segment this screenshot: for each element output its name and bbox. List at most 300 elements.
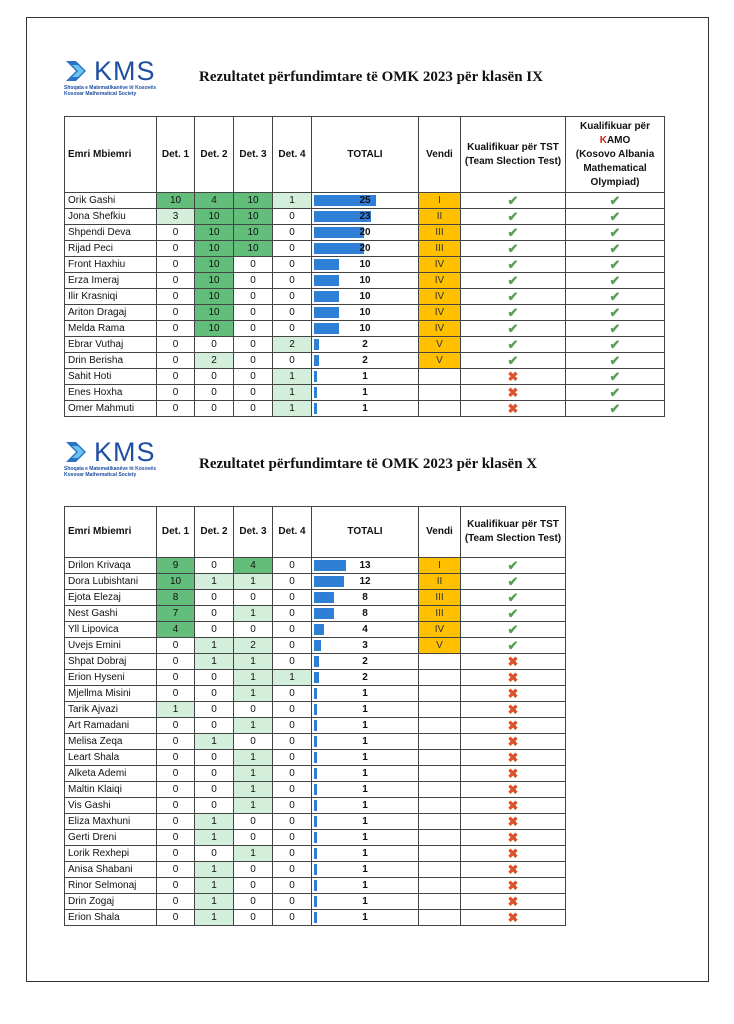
score-det4: 0 — [273, 606, 312, 622]
kamo-header-line4: Mathematical — [583, 162, 647, 174]
table-row — [65, 622, 566, 638]
score-det3: 0 — [234, 337, 273, 353]
score-det2: 10 — [195, 257, 234, 273]
total-value: 1 — [362, 767, 368, 779]
check-icon: ✔ — [609, 192, 621, 208]
table-row — [65, 241, 665, 257]
score-det1: 0 — [157, 225, 195, 241]
score-det1: 0 — [157, 846, 195, 862]
score-det2: 1 — [195, 862, 234, 878]
place-cell: IV — [419, 622, 461, 638]
score-det3: 1 — [234, 686, 273, 702]
tst-qualified-cell — [461, 558, 566, 574]
student-name: Uvejs Emini — [65, 638, 157, 654]
student-name: Ariton Dragaj — [65, 305, 157, 321]
student-name: Rinor Selmonaj — [65, 878, 157, 894]
cross-icon: ✖ — [507, 669, 519, 685]
tst-qualified-cell — [461, 894, 566, 910]
tst-qualified-cell — [461, 654, 566, 670]
place-cell — [419, 385, 461, 401]
score-det2: 10 — [195, 321, 234, 337]
tst-qualified-cell — [461, 766, 566, 782]
student-name: Gerti Dreni — [65, 830, 157, 846]
place-cell: V — [419, 638, 461, 654]
score-det3: 10 — [234, 193, 273, 209]
tst-qualified-cell — [461, 574, 566, 590]
student-name: Ebrar Vuthaj — [65, 337, 157, 353]
score-det4: 0 — [273, 894, 312, 910]
table-row — [65, 257, 665, 273]
total-cell — [312, 289, 419, 305]
score-det3: 0 — [234, 353, 273, 369]
total-value: 2 — [362, 671, 368, 683]
score-det2: 0 — [195, 718, 234, 734]
score-det2: 0 — [195, 590, 234, 606]
kamo-qualified-cell — [566, 225, 665, 241]
score-det4: 1 — [273, 401, 312, 417]
table-row — [65, 558, 566, 574]
student-name: Erion Shala — [65, 910, 157, 926]
table-row — [65, 670, 566, 686]
check-icon: ✔ — [609, 288, 621, 304]
logo-subtitle-en: Kosovar Mathematical Society — [64, 91, 137, 97]
check-icon: ✔ — [507, 557, 519, 573]
tst-qualified-cell — [461, 385, 566, 401]
score-det3: 1 — [234, 782, 273, 798]
tst-header-line1: Kualifikuar për TST — [467, 519, 559, 530]
place-cell — [419, 766, 461, 782]
score-det2: 0 — [195, 766, 234, 782]
total-cell — [312, 846, 419, 862]
total-value: 8 — [362, 591, 368, 603]
cross-icon: ✖ — [507, 733, 519, 749]
place-cell — [419, 798, 461, 814]
total-cell — [312, 654, 419, 670]
total-value: 3 — [362, 639, 368, 651]
col-header-total: TOTALI — [312, 117, 419, 193]
total-cell — [312, 830, 419, 846]
student-name: Nest Gashi — [65, 606, 157, 622]
score-det2: 0 — [195, 337, 234, 353]
total-cell — [312, 782, 419, 798]
total-cell — [312, 910, 419, 926]
score-det3: 1 — [234, 766, 273, 782]
place-cell: III — [419, 590, 461, 606]
kms-logo-2 — [64, 438, 184, 484]
check-icon: ✔ — [507, 192, 519, 208]
score-det1: 3 — [157, 209, 195, 225]
score-det1: 0 — [157, 369, 195, 385]
col-header-det3: Det. 3 — [234, 507, 273, 558]
cross-icon: ✖ — [507, 368, 519, 384]
total-cell — [312, 750, 419, 766]
score-det2: 2 — [195, 353, 234, 369]
score-det3: 0 — [234, 830, 273, 846]
score-det3: 0 — [234, 385, 273, 401]
score-det4: 0 — [273, 257, 312, 273]
logo-subtitle-sq: Shoqata e Matematikanëve të Kosovës — [64, 466, 156, 472]
score-det4: 0 — [273, 798, 312, 814]
score-det1: 0 — [157, 257, 195, 273]
check-icon: ✔ — [609, 336, 621, 352]
col-header-name: Emri Mbiemri — [65, 117, 157, 193]
table-row — [65, 401, 665, 417]
score-det1: 0 — [157, 353, 195, 369]
score-det2: 1 — [195, 814, 234, 830]
student-name: Lorik Rexhepi — [65, 846, 157, 862]
title-class-ix: Rezultatet përfundimtare të OMK 2023 për klasën IX — [199, 69, 543, 85]
score-det2: 0 — [195, 558, 234, 574]
tst-qualified-cell — [461, 369, 566, 385]
total-value: 10 — [359, 322, 371, 334]
score-det1: 0 — [157, 273, 195, 289]
score-det2: 10 — [195, 305, 234, 321]
total-value: 20 — [359, 226, 371, 238]
cross-icon: ✖ — [507, 749, 519, 765]
place-cell: I — [419, 193, 461, 209]
score-det1: 0 — [157, 638, 195, 654]
kamo-header-line2 — [566, 134, 664, 148]
col-header-place: Vendi — [419, 117, 461, 193]
tst-header-line1: Kualifikuar për TST — [467, 141, 559, 153]
student-name: Mjellma Misini — [65, 686, 157, 702]
score-det2: 0 — [195, 622, 234, 638]
student-name: Maltin Klaiqi — [65, 782, 157, 798]
total-value: 1 — [362, 783, 368, 795]
score-det4: 0 — [273, 814, 312, 830]
score-det4: 0 — [273, 353, 312, 369]
tst-qualified-cell — [461, 878, 566, 894]
total-cell — [312, 353, 419, 369]
score-det3: 1 — [234, 718, 273, 734]
table-row — [65, 910, 566, 926]
tst-qualified-cell — [461, 782, 566, 798]
total-cell — [312, 209, 419, 225]
student-name: Vis Gashi — [65, 798, 157, 814]
col-header-det3: Det. 3 — [234, 117, 273, 193]
check-icon: ✔ — [609, 208, 621, 224]
table-row — [65, 798, 566, 814]
score-det3: 2 — [234, 638, 273, 654]
student-name: Front Haxhiu — [65, 257, 157, 273]
score-det1: 0 — [157, 686, 195, 702]
results-table-x — [64, 506, 566, 926]
tst-qualified-cell — [461, 798, 566, 814]
kamo-qualified-cell — [566, 257, 665, 273]
check-icon: ✔ — [609, 304, 621, 320]
table-row — [65, 193, 665, 209]
score-det2: 0 — [195, 606, 234, 622]
kamo-header-line5: Olympiad) — [590, 176, 640, 188]
total-cell — [312, 337, 419, 353]
total-value: 1 — [362, 719, 368, 731]
total-cell — [312, 273, 419, 289]
student-name: Rijad Peci — [65, 241, 157, 257]
check-icon: ✔ — [609, 352, 621, 368]
student-name: Yll Lipovica — [65, 622, 157, 638]
kamo-qualified-cell — [566, 369, 665, 385]
total-value: 1 — [362, 751, 368, 763]
student-name: Sahit Hoti — [65, 369, 157, 385]
total-value: 1 — [362, 847, 368, 859]
table-row — [65, 574, 566, 590]
total-value: 20 — [359, 242, 371, 254]
score-det4: 1 — [273, 670, 312, 686]
place-cell: IV — [419, 305, 461, 321]
check-icon: ✔ — [507, 573, 519, 589]
tst-qualified-cell — [461, 273, 566, 289]
check-icon: ✔ — [609, 224, 621, 240]
score-det1: 7 — [157, 606, 195, 622]
kms-logo-icon — [64, 59, 90, 83]
cross-icon: ✖ — [507, 909, 519, 925]
kamo-rest-letters: AMO — [606, 134, 631, 146]
place-cell: IV — [419, 289, 461, 305]
total-cell — [312, 702, 419, 718]
score-det4: 1 — [273, 385, 312, 401]
score-det3: 1 — [234, 798, 273, 814]
place-cell — [419, 830, 461, 846]
score-det3: 0 — [234, 814, 273, 830]
total-cell — [312, 670, 419, 686]
tst-qualified-cell — [461, 702, 566, 718]
score-det1: 0 — [157, 910, 195, 926]
table-row — [65, 385, 665, 401]
table-header-row — [65, 117, 665, 193]
score-det1: 0 — [157, 750, 195, 766]
score-det3: 0 — [234, 878, 273, 894]
check-icon: ✔ — [609, 272, 621, 288]
score-det4: 0 — [273, 654, 312, 670]
total-value: 1 — [362, 863, 368, 875]
total-cell — [312, 622, 419, 638]
place-cell — [419, 670, 461, 686]
score-det4: 0 — [273, 862, 312, 878]
student-name: Anisa Shabani — [65, 862, 157, 878]
score-det1: 0 — [157, 718, 195, 734]
table-row — [65, 718, 566, 734]
score-det4: 0 — [273, 910, 312, 926]
score-det2: 1 — [195, 830, 234, 846]
table-row — [65, 369, 665, 385]
kamo-qualified-cell — [566, 273, 665, 289]
kamo-qualified-cell — [566, 289, 665, 305]
place-cell — [419, 846, 461, 862]
place-cell: IV — [419, 257, 461, 273]
total-value: 1 — [362, 879, 368, 891]
table-row — [65, 654, 566, 670]
tst-header-line2: (Team Slection Test) — [464, 533, 562, 544]
score-det1: 9 — [157, 558, 195, 574]
score-det4: 0 — [273, 590, 312, 606]
score-det3: 0 — [234, 401, 273, 417]
table-row — [65, 686, 566, 702]
score-det3: 0 — [234, 590, 273, 606]
check-icon: ✔ — [507, 336, 519, 352]
total-cell — [312, 385, 419, 401]
tst-qualified-cell — [461, 401, 566, 417]
score-det3: 0 — [234, 257, 273, 273]
score-det3: 4 — [234, 558, 273, 574]
total-cell — [312, 606, 419, 622]
table-row — [65, 209, 665, 225]
score-det1: 8 — [157, 590, 195, 606]
score-det2: 1 — [195, 654, 234, 670]
student-name: Drin Berisha — [65, 353, 157, 369]
total-cell — [312, 862, 419, 878]
kamo-qualified-cell — [566, 353, 665, 369]
student-name: Ilir Krasniqi — [65, 289, 157, 305]
score-det3: 0 — [234, 369, 273, 385]
col-header-total: TOTALI — [312, 507, 419, 558]
total-value: 10 — [359, 258, 371, 270]
table-row — [65, 225, 665, 241]
table-row — [65, 734, 566, 750]
place-cell: IV — [419, 321, 461, 337]
kamo-k-letter: K — [599, 134, 607, 146]
total-value: 1 — [362, 831, 368, 843]
place-cell: III — [419, 225, 461, 241]
score-det1: 0 — [157, 894, 195, 910]
check-icon: ✔ — [507, 256, 519, 272]
student-name: Erion Hyseni — [65, 670, 157, 686]
score-det4: 1 — [273, 369, 312, 385]
student-name: Leart Shala — [65, 750, 157, 766]
tst-qualified-cell — [461, 321, 566, 337]
place-cell — [419, 862, 461, 878]
cross-icon: ✖ — [507, 829, 519, 845]
tst-qualified-cell — [461, 289, 566, 305]
score-det2: 10 — [195, 209, 234, 225]
place-cell — [419, 718, 461, 734]
score-det2: 0 — [195, 702, 234, 718]
score-det4: 0 — [273, 846, 312, 862]
col-header-tst — [461, 507, 566, 558]
student-name: Omer Mahmuti — [65, 401, 157, 417]
col-header-kamo — [566, 117, 665, 193]
total-cell — [312, 321, 419, 337]
tst-qualified-cell — [461, 830, 566, 846]
tst-qualified-cell — [461, 718, 566, 734]
score-det2: 0 — [195, 670, 234, 686]
cross-icon: ✖ — [507, 893, 519, 909]
check-icon: ✔ — [507, 352, 519, 368]
score-det3: 1 — [234, 574, 273, 590]
score-det1: 10 — [157, 574, 195, 590]
tst-qualified-cell — [461, 606, 566, 622]
tst-qualified-cell — [461, 337, 566, 353]
table-row — [65, 702, 566, 718]
tst-header-line2: (Team Slection Test) — [464, 155, 562, 167]
student-name: Shpat Dobraj — [65, 654, 157, 670]
score-det1: 1 — [157, 702, 195, 718]
kamo-qualified-cell — [566, 305, 665, 321]
table-row — [65, 862, 566, 878]
score-det2: 0 — [195, 750, 234, 766]
score-det1: 0 — [157, 766, 195, 782]
tst-qualified-cell — [461, 209, 566, 225]
score-det1: 0 — [157, 782, 195, 798]
score-det3: 10 — [234, 225, 273, 241]
score-det3: 0 — [234, 910, 273, 926]
kamo-qualified-cell — [566, 401, 665, 417]
tst-qualified-cell — [461, 257, 566, 273]
score-det3: 0 — [234, 289, 273, 305]
score-det4: 0 — [273, 622, 312, 638]
student-name: Orik Gashi — [65, 193, 157, 209]
score-det2: 1 — [195, 910, 234, 926]
score-det2: 4 — [195, 193, 234, 209]
tst-qualified-cell — [461, 305, 566, 321]
col-header-det4: Det. 4 — [273, 507, 312, 558]
check-icon: ✔ — [507, 288, 519, 304]
table-row — [65, 878, 566, 894]
place-cell — [419, 734, 461, 750]
score-det4: 2 — [273, 337, 312, 353]
score-det4: 0 — [273, 782, 312, 798]
score-det2: 10 — [195, 241, 234, 257]
total-cell — [312, 193, 419, 209]
total-cell — [312, 590, 419, 606]
score-det4: 0 — [273, 558, 312, 574]
place-cell — [419, 369, 461, 385]
place-cell — [419, 814, 461, 830]
table-row — [65, 289, 665, 305]
tst-qualified-cell — [461, 241, 566, 257]
score-det1: 0 — [157, 401, 195, 417]
check-icon: ✔ — [609, 320, 621, 336]
total-value: 1 — [362, 402, 368, 414]
score-det3: 1 — [234, 670, 273, 686]
score-det1: 0 — [157, 830, 195, 846]
score-det2: 1 — [195, 894, 234, 910]
col-header-det1: Det. 1 — [157, 117, 195, 193]
cross-icon: ✖ — [507, 877, 519, 893]
score-det2: 0 — [195, 385, 234, 401]
table-row — [65, 894, 566, 910]
student-name: Erza Imeraj — [65, 273, 157, 289]
table-header-row — [65, 507, 566, 558]
total-cell — [312, 257, 419, 273]
score-det3: 1 — [234, 654, 273, 670]
total-value: 8 — [362, 607, 368, 619]
score-det3: 0 — [234, 321, 273, 337]
place-cell: III — [419, 606, 461, 622]
score-det1: 0 — [157, 798, 195, 814]
total-cell — [312, 894, 419, 910]
check-icon: ✔ — [609, 256, 621, 272]
tst-qualified-cell — [461, 734, 566, 750]
place-cell — [419, 894, 461, 910]
score-det1: 0 — [157, 337, 195, 353]
check-icon: ✔ — [507, 621, 519, 637]
table-row — [65, 638, 566, 654]
table-row — [65, 846, 566, 862]
place-cell: II — [419, 209, 461, 225]
table-row — [65, 337, 665, 353]
student-name: Melisa Zeqa — [65, 734, 157, 750]
cross-icon: ✖ — [507, 765, 519, 781]
total-cell — [312, 638, 419, 654]
place-cell: II — [419, 574, 461, 590]
total-value: 1 — [362, 735, 368, 747]
score-det3: 1 — [234, 606, 273, 622]
score-det1: 0 — [157, 814, 195, 830]
total-value: 25 — [359, 194, 371, 206]
score-det2: 1 — [195, 878, 234, 894]
logo-text: KMS — [94, 437, 156, 467]
kamo-qualified-cell — [566, 209, 665, 225]
